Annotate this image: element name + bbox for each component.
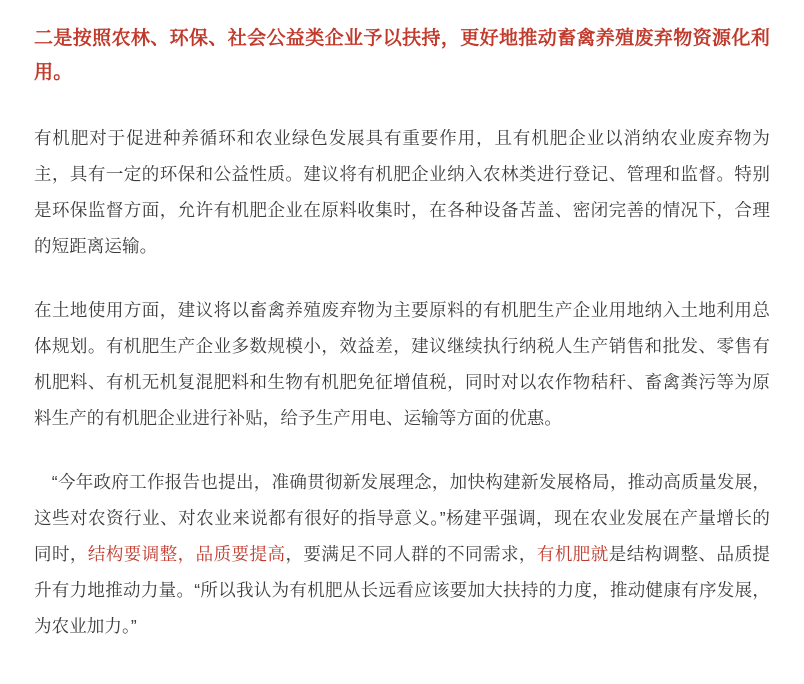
article-paragraph-1: 有机肥对于促进种养循环和农业绿色发展具有重要作用，且有机肥企业以消纳农业废弃物为主，具有一定的环保和公益性质。建议将有机肥企业纳入农林类进行登记、管理和监督。特别是环保监督方面，允许有机肥企业在原料收集时，在各种设备苫盖、密闭完善的情况下，合理的短距离运输。 xyxy=(34,128,770,256)
article-paragraph-2: 在土地使用方面，建议将以畜禽养殖废弃物为主要原料的有机肥生产企业用地纳入土地利用总体规划。有机肥生产企业多数规模小，效益差，建议继续执行纳税人生产销售和批发、零售有机肥料、有机无机复混肥料和生物有机肥免征增值税，同时对以农作物秸秆、畜禽粪污等为原料生产的有机肥企业进行补贴，给予生产用电、运输等方面的优惠。 xyxy=(34,300,770,428)
article-paragraph-3 xyxy=(34,464,770,644)
quote-text-part-1: “今年政府工作报告也提出，准确贯彻新发展理念，加快构建新发展格局，推动高质量发展，这些对农资行业、对农业来说都有很好的指导意义。”杨建平强调，现在农业发展在产量增长的同时， xyxy=(34,472,770,564)
article-heading: 二是按照农林、环保、社会公益类企业予以扶持，更好地推动畜禽养殖废弃物资源化利用。 xyxy=(34,28,770,83)
highlight-phrase-2: 有机肥就 xyxy=(536,544,609,564)
highlight-phrase-1: 结构要调整，品质要提高 xyxy=(87,544,286,564)
quote-text-part-3: 是结构调整、品质提升有力地推动力量。“所以我认为有机肥从长远看应该要加大扶持的力度，推动健康有序发展，为农业加力。” xyxy=(34,544,771,636)
quote-text-part-2: ，要满足不同人群的不同需求， xyxy=(285,544,537,564)
